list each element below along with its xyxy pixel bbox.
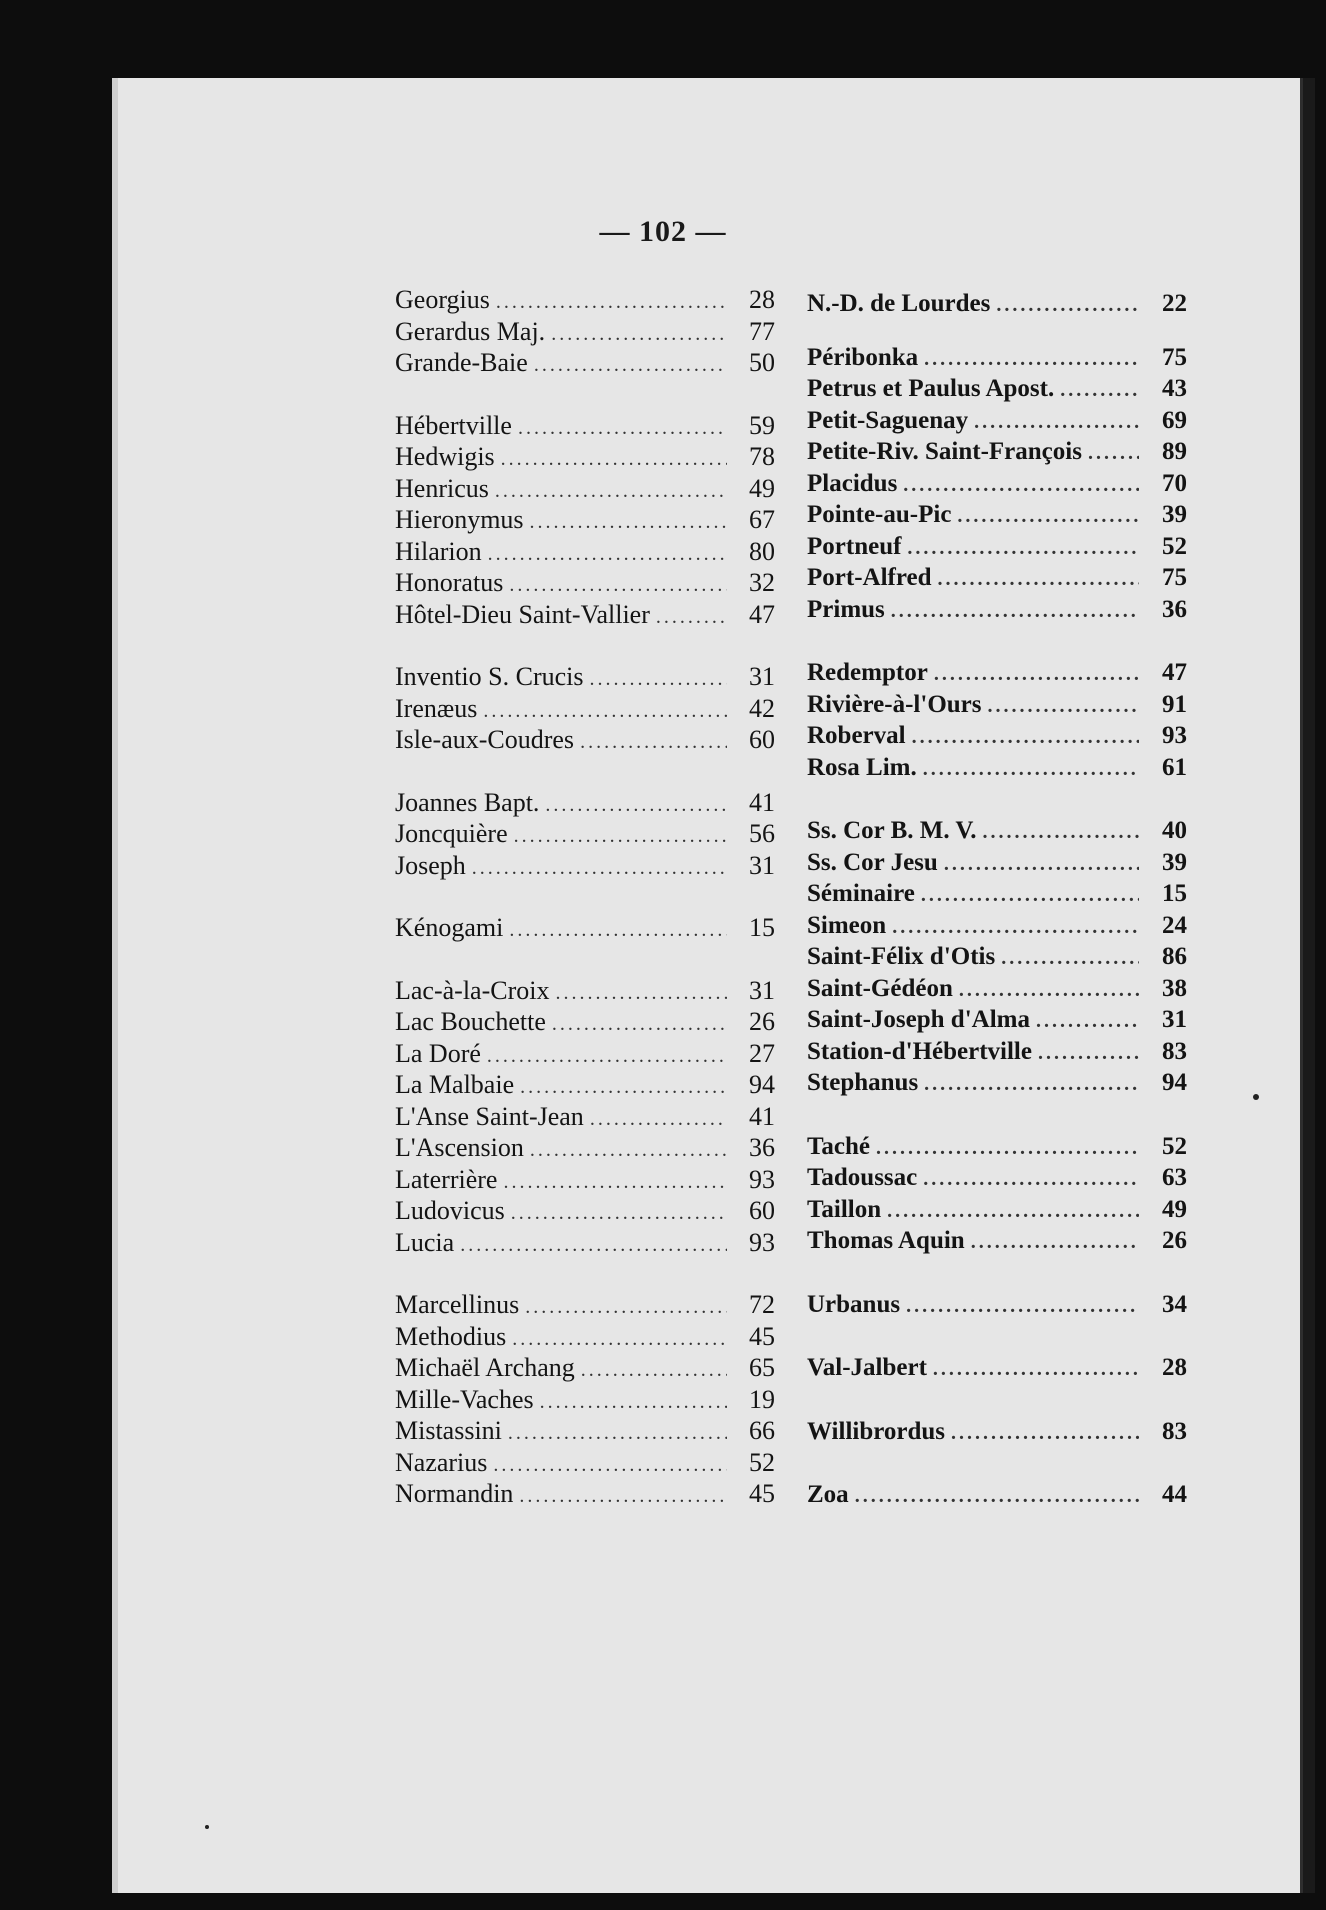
entry-name: Thomas Aquin xyxy=(807,1227,965,1254)
entry-page-number: 50 xyxy=(749,348,775,377)
entry-name: Port-Alfred xyxy=(807,564,932,591)
entry-name: L'Anse Saint-Jean xyxy=(395,1101,584,1131)
entry-name: Michaël Archang xyxy=(395,1353,575,1382)
dot-leader xyxy=(520,1072,727,1104)
dot-leader xyxy=(891,596,1139,628)
index-entry xyxy=(807,288,1187,320)
entry-page-number: 60 xyxy=(749,725,775,754)
index-entry xyxy=(807,720,1187,752)
dot-leader xyxy=(493,1450,727,1482)
entry-name: Stephanus xyxy=(807,1069,919,1096)
index-entry xyxy=(395,316,775,348)
entry-page-number: 24 xyxy=(1162,911,1187,939)
entry-page-number: 26 xyxy=(749,1007,775,1036)
index-group xyxy=(807,1352,1187,1384)
index-entry xyxy=(395,1164,775,1196)
dot-leader xyxy=(508,1418,727,1450)
index-group xyxy=(807,815,1187,1099)
dot-leader xyxy=(503,1167,727,1199)
dot-leader xyxy=(1036,1006,1139,1038)
index-entry xyxy=(395,1101,775,1133)
index-entry xyxy=(395,724,775,756)
entry-name: Georgius xyxy=(395,285,490,314)
entry-name: Hilarion xyxy=(395,536,482,566)
entry-page-number: 89 xyxy=(1162,438,1187,465)
index-group xyxy=(807,342,1187,626)
index-entry xyxy=(807,594,1187,626)
entry-page-number: 34 xyxy=(1162,1290,1187,1318)
entry-name: La Malbaie xyxy=(395,1070,515,1099)
entry-name: Rosa Lim. xyxy=(807,753,917,781)
entry-page-number: 19 xyxy=(749,1384,775,1414)
entry-page-number: 28 xyxy=(749,285,775,314)
entry-name: Hébertville xyxy=(395,410,512,440)
dot-leader xyxy=(590,1104,727,1136)
dot-leader xyxy=(519,1481,727,1513)
entry-page-number: 75 xyxy=(1162,343,1187,371)
dot-leader xyxy=(971,1227,1139,1259)
dot-leader xyxy=(495,476,727,508)
dot-leader xyxy=(876,1133,1139,1165)
entry-name: Ss. Cor B. M. V. xyxy=(807,817,977,844)
entry-page-number: 36 xyxy=(749,1133,775,1162)
entry-page-number: 31 xyxy=(749,662,775,691)
entry-name: Hedwigis xyxy=(395,442,495,471)
dot-leader xyxy=(530,507,727,539)
dot-leader xyxy=(487,1041,727,1073)
entry-name: Zoa xyxy=(807,1481,849,1508)
index-group xyxy=(395,975,775,1259)
entry-page-number: 75 xyxy=(1162,564,1187,591)
entry-name: Ss. Cor Jesu xyxy=(807,848,938,876)
entry-name: Station-d'Hébertville xyxy=(807,1037,1032,1065)
index-entry xyxy=(807,1067,1187,1099)
entry-name: Séminaire xyxy=(807,880,915,907)
page-number: — 102 — xyxy=(599,215,727,248)
entry-page-number: 40 xyxy=(1162,817,1187,844)
index-entry xyxy=(395,567,775,599)
entry-name: Hôtel-Dieu Saint-Vallier xyxy=(395,599,650,629)
dot-leader xyxy=(957,501,1139,533)
index-column-right xyxy=(807,288,1187,1541)
index-entry xyxy=(807,436,1187,468)
entry-page-number: 38 xyxy=(1162,974,1187,1002)
index-entry xyxy=(395,1006,775,1038)
entry-page-number: 93 xyxy=(1162,722,1187,749)
entry-page-number: 70 xyxy=(1162,469,1187,497)
entry-page-number: 56 xyxy=(749,819,775,848)
dot-leader xyxy=(590,664,728,696)
entry-page-number: 27 xyxy=(749,1038,775,1068)
index-group xyxy=(395,912,775,944)
dot-leader xyxy=(512,1324,727,1356)
index-entry xyxy=(807,531,1187,563)
index-entry xyxy=(395,850,775,882)
entry-page-number: 39 xyxy=(1162,848,1187,876)
index-entry xyxy=(807,373,1187,405)
index-entry xyxy=(807,1289,1187,1321)
entry-page-number: 59 xyxy=(749,410,775,440)
dot-leader xyxy=(483,696,727,728)
entry-name: Péribonka xyxy=(807,343,919,371)
entry-page-number: 42 xyxy=(749,693,775,723)
entry-page-number: 94 xyxy=(749,1070,775,1099)
entry-name: Petite-Riv. Saint-François xyxy=(807,438,1082,465)
dot-leader xyxy=(534,350,727,382)
entry-name: N.-D. de Lourdes xyxy=(807,290,991,317)
index-entry xyxy=(807,1131,1187,1163)
entry-name: Lac-à-la-Croix xyxy=(395,975,550,1005)
entry-name: Marcellinus xyxy=(395,1290,520,1319)
entry-page-number: 31 xyxy=(749,975,775,1005)
entry-page-number: 31 xyxy=(1162,1006,1187,1033)
dot-leader xyxy=(496,287,727,319)
speck xyxy=(205,1825,209,1829)
index-entry xyxy=(395,504,775,536)
entry-page-number: 83 xyxy=(1162,1037,1187,1065)
index-group xyxy=(807,1289,1187,1321)
entry-name: Lucia xyxy=(395,1227,455,1257)
dot-leader xyxy=(1060,375,1139,407)
index-entry xyxy=(807,1225,1187,1257)
dot-leader xyxy=(903,470,1139,502)
index-entry xyxy=(395,347,775,379)
entry-page-number: 86 xyxy=(1162,943,1187,970)
entry-name: Roberval xyxy=(807,722,906,749)
dot-leader xyxy=(518,413,727,445)
dot-leader xyxy=(1088,438,1139,470)
entry-page-number: 52 xyxy=(749,1447,775,1477)
dot-leader xyxy=(924,344,1139,376)
index-group xyxy=(807,657,1187,783)
entry-page-number: 80 xyxy=(749,536,775,566)
entry-page-number: 93 xyxy=(749,1164,775,1194)
index-group xyxy=(807,1131,1187,1257)
index-entry xyxy=(395,1478,775,1510)
entry-page-number: 44 xyxy=(1162,1481,1187,1508)
index-column-left xyxy=(395,284,775,1540)
index-group xyxy=(807,1416,1187,1448)
dot-leader xyxy=(545,790,727,822)
entry-name: Joannes Bapt. xyxy=(395,787,540,817)
speck xyxy=(1253,1094,1259,1100)
dot-leader xyxy=(938,564,1140,596)
index-entry xyxy=(807,973,1187,1005)
entry-page-number: 93 xyxy=(749,1227,775,1257)
dot-leader xyxy=(1038,1038,1139,1070)
entry-name: Nazarius xyxy=(395,1447,488,1477)
index-entry xyxy=(807,1352,1187,1384)
dot-leader xyxy=(887,1196,1139,1228)
index-entry xyxy=(395,1321,775,1353)
page-edge xyxy=(1300,78,1315,1893)
entry-page-number: 72 xyxy=(749,1290,775,1319)
dot-leader xyxy=(460,1230,727,1262)
index-entry xyxy=(395,661,775,693)
dot-leader xyxy=(959,975,1139,1007)
dot-leader xyxy=(855,1481,1139,1513)
dot-leader xyxy=(923,754,1139,786)
entry-name: Placidus xyxy=(807,469,898,497)
entry-name: Hieronymus xyxy=(395,505,524,534)
dot-leader xyxy=(906,1291,1139,1323)
entry-page-number: 77 xyxy=(749,316,775,346)
dot-leader xyxy=(509,570,727,602)
entry-page-number: 61 xyxy=(1162,753,1187,781)
entry-name: Primus xyxy=(807,595,885,623)
entry-page-number: 65 xyxy=(749,1353,775,1382)
dot-leader xyxy=(656,602,727,634)
entry-name: Simeon xyxy=(807,911,887,939)
entry-name: Henricus xyxy=(395,473,489,503)
entry-page-number: 15 xyxy=(749,913,775,942)
entry-name: Saint-Joseph d'Alma xyxy=(807,1006,1030,1033)
dot-leader xyxy=(982,817,1139,849)
entry-page-number: 69 xyxy=(1162,406,1187,434)
index-group xyxy=(395,1289,775,1510)
entry-name: Kénogami xyxy=(395,913,504,942)
entry-name: Willibrordus xyxy=(807,1417,946,1445)
dot-leader xyxy=(581,1355,727,1387)
dot-leader xyxy=(1001,943,1139,975)
index-entry xyxy=(807,878,1187,910)
index-entry xyxy=(395,912,775,944)
entry-name: Inventio S. Crucis xyxy=(395,662,584,691)
entry-page-number: 63 xyxy=(1162,1164,1187,1191)
dot-leader xyxy=(488,539,727,571)
entry-name: Petit-Saguenay xyxy=(807,406,969,434)
entry-name: Pointe-au-Pic xyxy=(807,501,952,528)
index-entry xyxy=(807,657,1187,689)
index-entry xyxy=(807,941,1187,973)
index-entry xyxy=(395,818,775,850)
dot-leader xyxy=(580,727,727,759)
entry-page-number: 52 xyxy=(1162,1132,1187,1160)
index-group xyxy=(807,288,1187,320)
entry-page-number: 60 xyxy=(749,1196,775,1225)
index-group xyxy=(395,661,775,756)
dot-leader xyxy=(934,659,1139,691)
entry-name: Grande-Baie xyxy=(395,348,528,377)
index-entry xyxy=(395,441,775,473)
entry-name: Petrus et Paulus Apost. xyxy=(807,375,1055,402)
index-entry xyxy=(807,752,1187,784)
entry-name: Taillon xyxy=(807,1195,882,1223)
index-group xyxy=(395,787,775,882)
index-entry xyxy=(807,1194,1187,1226)
dot-leader xyxy=(933,1354,1139,1386)
dot-leader xyxy=(923,1164,1139,1196)
entry-name: Methodius xyxy=(395,1321,507,1351)
entry-page-number: 15 xyxy=(1162,880,1187,907)
index-entry xyxy=(395,410,775,442)
entry-name: Joncquière xyxy=(395,819,508,848)
entry-name: L'Ascension xyxy=(395,1133,524,1162)
dot-leader xyxy=(509,915,727,947)
index-entry xyxy=(807,342,1187,374)
dot-leader xyxy=(988,691,1140,723)
index-entry xyxy=(395,787,775,819)
index-entry xyxy=(807,1162,1187,1194)
entry-page-number: 45 xyxy=(749,1321,775,1351)
entry-name: Urbanus xyxy=(807,1290,901,1318)
index-entry xyxy=(395,599,775,631)
entry-page-number: 52 xyxy=(1162,532,1187,560)
index-entry xyxy=(807,468,1187,500)
index-group xyxy=(395,284,775,379)
entry-page-number: 66 xyxy=(749,1416,775,1445)
dot-leader xyxy=(974,407,1139,439)
index-entry xyxy=(395,1132,775,1164)
entry-page-number: 41 xyxy=(749,787,775,817)
dot-leader xyxy=(514,821,727,853)
index-entry xyxy=(395,1415,775,1447)
index-entry xyxy=(395,1069,775,1101)
entry-name: Isle-aux-Coudres xyxy=(395,725,575,754)
index-entry xyxy=(395,473,775,505)
entry-page-number: 49 xyxy=(749,473,775,503)
index-entry xyxy=(395,1352,775,1384)
entry-name: La Doré xyxy=(395,1038,481,1068)
entry-name: Joseph xyxy=(395,850,466,880)
entry-name: Val-Jalbert xyxy=(807,1354,927,1381)
dot-leader xyxy=(944,849,1139,881)
dot-leader xyxy=(530,1135,727,1167)
index-entry xyxy=(395,284,775,316)
entry-name: Rivière-à-l'Ours xyxy=(807,690,982,718)
index-entry xyxy=(807,1004,1187,1036)
entry-name: Tadoussac xyxy=(807,1164,918,1191)
index-entry xyxy=(807,405,1187,437)
entry-name: Lac Bouchette xyxy=(395,1007,546,1036)
dot-leader xyxy=(540,1387,727,1419)
entry-page-number: 31 xyxy=(749,850,775,880)
index-entry xyxy=(395,693,775,725)
index-entry xyxy=(395,1195,775,1227)
index-entry xyxy=(395,1447,775,1479)
dot-leader xyxy=(472,853,727,885)
index-entry xyxy=(807,910,1187,942)
entry-page-number: 43 xyxy=(1162,375,1187,402)
entry-name: Gerardus Maj. xyxy=(395,316,546,346)
entry-name: Mille-Vaches xyxy=(395,1384,534,1414)
dot-leader xyxy=(555,978,727,1010)
dot-leader xyxy=(511,1198,727,1230)
dot-leader xyxy=(996,290,1139,322)
index-entry xyxy=(807,1036,1187,1068)
entry-page-number: 94 xyxy=(1162,1069,1187,1096)
entry-page-number: 49 xyxy=(1162,1195,1187,1223)
index-entry xyxy=(807,562,1187,594)
entry-name: Taché xyxy=(807,1132,870,1160)
index-entry xyxy=(807,847,1187,879)
entry-page-number: 83 xyxy=(1162,1417,1187,1445)
dot-leader xyxy=(912,722,1139,754)
index-group xyxy=(395,410,775,631)
entry-page-number: 47 xyxy=(1162,659,1187,686)
dot-leader xyxy=(525,1292,727,1324)
entry-name: Laterrière xyxy=(395,1164,498,1194)
dot-leader xyxy=(552,1009,727,1041)
index-entry xyxy=(807,689,1187,721)
dot-leader xyxy=(951,1418,1139,1450)
entry-page-number: 41 xyxy=(749,1101,775,1131)
entry-page-number: 39 xyxy=(1162,501,1187,528)
entry-page-number: 22 xyxy=(1162,290,1187,317)
dot-leader xyxy=(551,319,727,351)
index-entry xyxy=(807,1479,1187,1511)
dot-leader xyxy=(921,880,1139,912)
entry-page-number: 32 xyxy=(749,568,775,597)
entry-page-number: 91 xyxy=(1162,690,1187,718)
entry-name: Saint-Félix d'Otis xyxy=(807,943,996,970)
entry-page-number: 26 xyxy=(1162,1227,1187,1254)
entry-name: Saint-Gédéon xyxy=(807,974,953,1002)
index-entry xyxy=(395,1289,775,1321)
entry-name: Redemptor xyxy=(807,659,928,686)
index-entry xyxy=(395,1038,775,1070)
entry-page-number: 47 xyxy=(749,599,775,629)
dot-leader xyxy=(892,912,1139,944)
entry-name: Irenæus xyxy=(395,693,478,723)
index-group xyxy=(807,1479,1187,1511)
entry-page-number: 45 xyxy=(749,1479,775,1508)
index-entry xyxy=(807,815,1187,847)
index-entry xyxy=(395,975,775,1007)
index-entry xyxy=(807,1416,1187,1448)
entry-name: Honoratus xyxy=(395,568,504,597)
dot-leader xyxy=(501,444,727,476)
index-entry xyxy=(395,536,775,568)
entry-page-number: 36 xyxy=(1162,595,1187,623)
index-entry xyxy=(395,1227,775,1259)
entry-name: Portneuf xyxy=(807,532,902,560)
entry-name: Ludovicus xyxy=(395,1196,505,1225)
dot-leader xyxy=(924,1069,1139,1101)
entry-page-number: 28 xyxy=(1162,1354,1187,1381)
index-entry xyxy=(807,499,1187,531)
dot-leader xyxy=(907,533,1139,565)
entry-name: Normandin xyxy=(395,1479,514,1508)
entry-name: Mistassini xyxy=(395,1416,502,1445)
index-entry xyxy=(395,1384,775,1416)
entry-page-number: 67 xyxy=(749,505,775,534)
entry-page-number: 78 xyxy=(749,442,775,471)
